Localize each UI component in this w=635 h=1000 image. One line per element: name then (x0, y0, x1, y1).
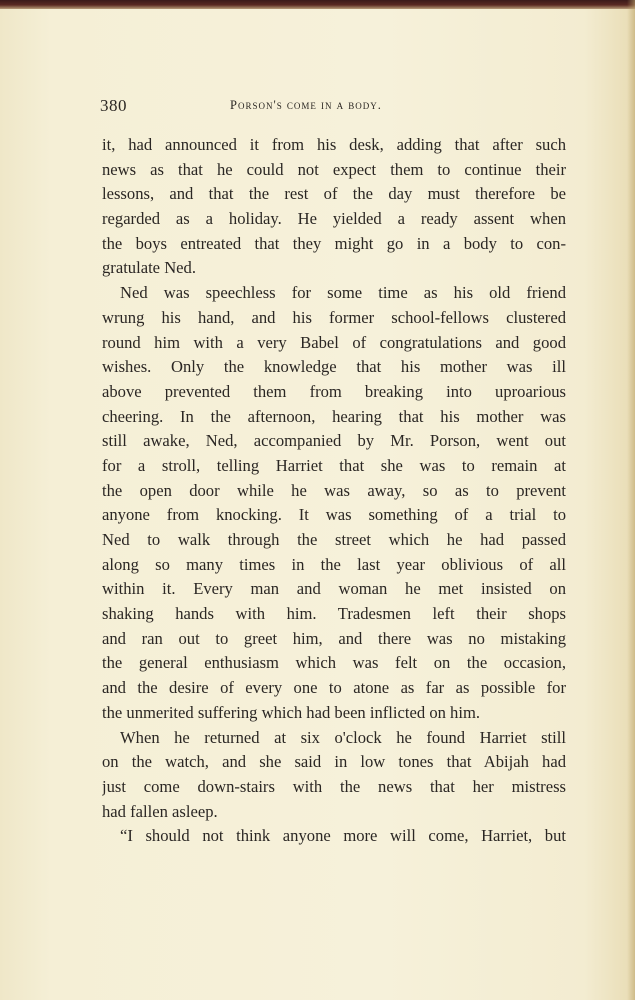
text-line: lessons, and that the rest of the day must therefore be (102, 184, 566, 204)
text-line: “I should not think anyone more will come, Harriet, but (120, 826, 566, 846)
running-title: Porson's come in a body. (230, 98, 382, 112)
text-line: news as that he could not expect them to continue their (102, 159, 566, 179)
text-line: When he returned at six o'clock he found Harriet still (120, 727, 566, 747)
page-top-edge (0, 0, 635, 9)
text-line: had fallen asleep. (102, 801, 218, 821)
page-number: 380 (100, 96, 127, 115)
text-line: shaking hands with him. Tradesmen left their shops (102, 604, 566, 624)
text-line: wrung his hand, and his former school-fellows clustered (102, 307, 566, 327)
text-line: within it. Every man and woman he met insisted on (102, 579, 566, 599)
text-line: the general enthusiasm which was felt on the occasion, (102, 653, 566, 673)
text-line: on the watch, and she said in low tones that Abijah had (102, 752, 566, 772)
text-line: the unmerited suffering which had been inflicted on him. (102, 702, 481, 722)
text-line: round him with a very Babel of congratulations and good (102, 332, 566, 352)
text-line: wishes. Only the knowledge that his mother was ill (102, 357, 566, 377)
text-line: cheering. In the afternoon, hearing that his mother was (102, 406, 566, 426)
text-line: and ran out to greet him, and there was no mistaking (102, 628, 566, 648)
text-line: for a stroll, telling Harriet that she was to remain at (102, 455, 566, 475)
text-line: it, had announced it from his desk, adding that after such (102, 135, 566, 154)
text-line: still awake, Ned, accompanied by Mr. Porson, went out (102, 431, 566, 451)
text-line: Ned to walk through the street which he had passed (102, 530, 566, 549)
text-line: the open door while he was away, so as to prevent (102, 480, 566, 500)
text-line: Ned was speechless for some time as his old friend (120, 283, 566, 303)
page-header (100, 96, 568, 120)
text-line: regarded as a holiday. He yielded a ready assent when (102, 209, 566, 229)
body-text (102, 133, 566, 849)
page-right-edge (627, 0, 635, 1000)
text-line: anyone from knocking. It was something of a trial to (102, 505, 566, 525)
text-line: the boys entreated that they might go in a body to con- (102, 233, 566, 253)
text-line: gratulate Ned. (102, 258, 196, 278)
text-line: along so many times in the last year oblivious of all (102, 554, 566, 574)
text-line: and the desire of every one to atone as far as possible for (102, 678, 566, 698)
text-line: just come down-stairs with the news that her mistress (102, 776, 566, 796)
text-line: above prevented them from breaking into uproarious (102, 381, 566, 401)
